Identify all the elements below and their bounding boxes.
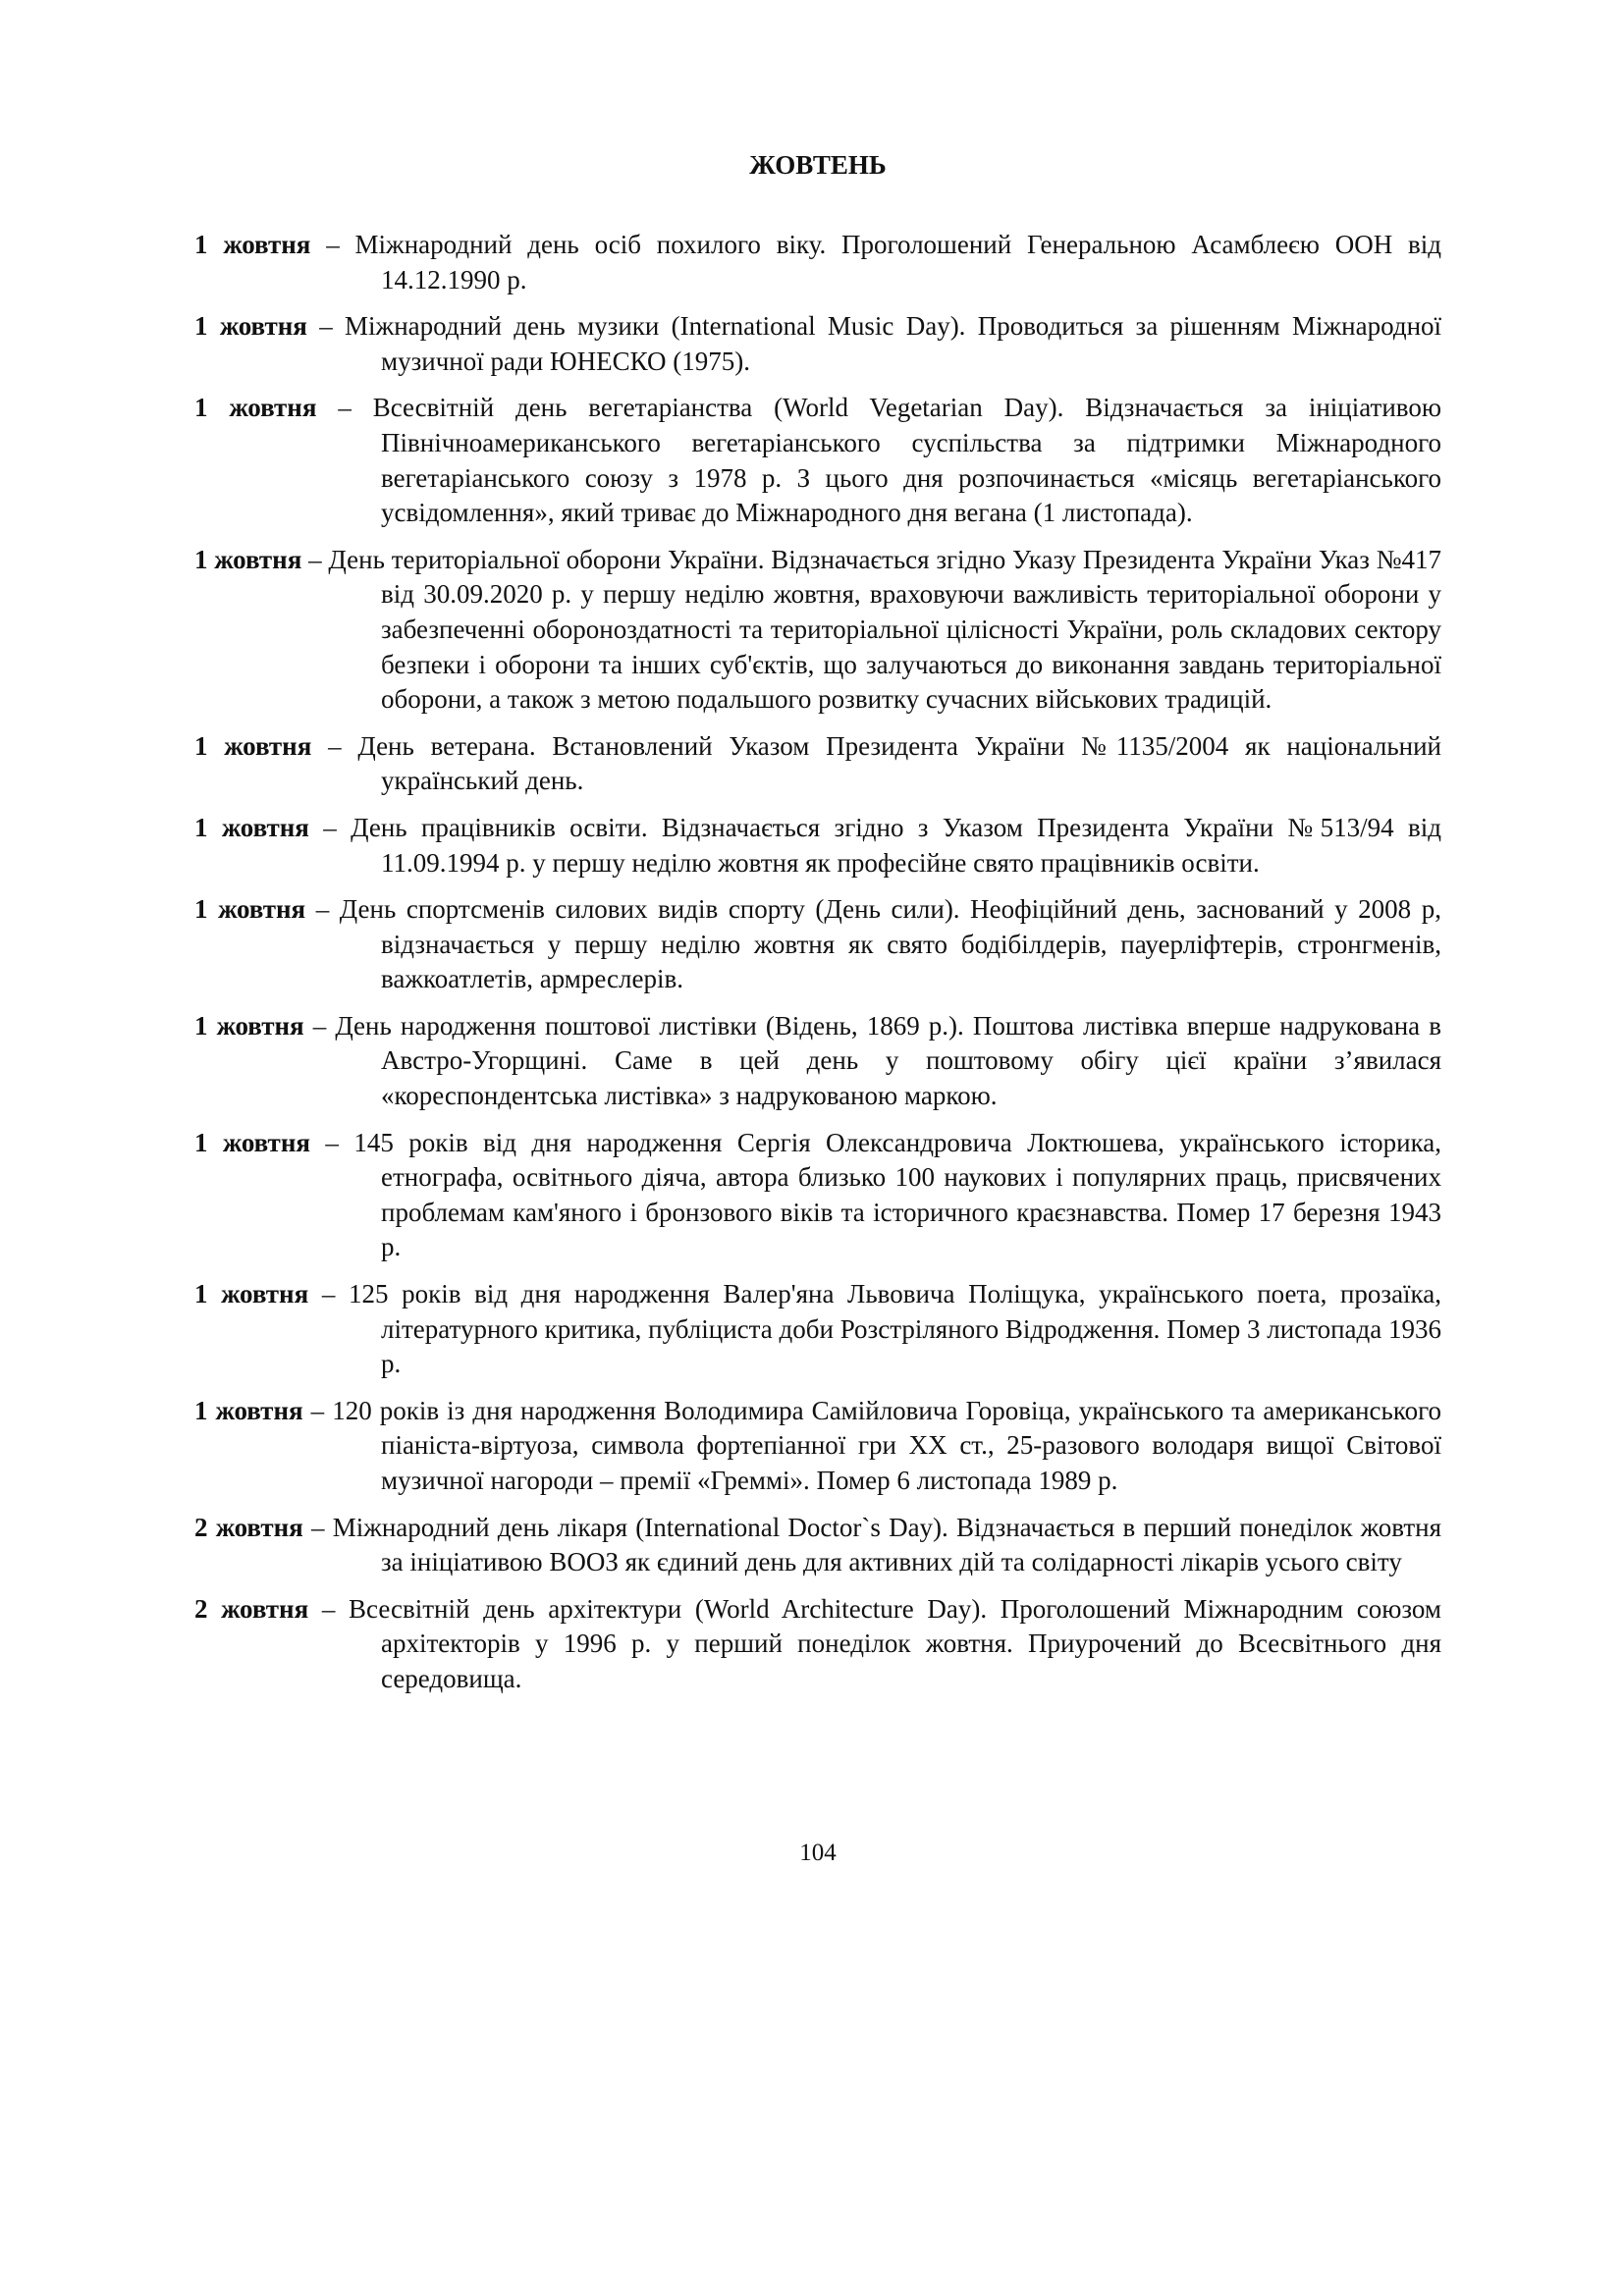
page-title: ЖОВТЕНЬ (749, 150, 887, 180)
calendar-entry (194, 1277, 1441, 1382)
entry-separator: – (312, 1010, 327, 1041)
entry-date: 1 жовтня (194, 1127, 310, 1157)
entry-date: 1 жовтня (194, 393, 317, 423)
entry-separator: – (338, 393, 352, 423)
entry-separator: – (315, 894, 330, 925)
calendar-entry (194, 1009, 1441, 1114)
calendar-entry (194, 1126, 1441, 1265)
calendar-entry (194, 729, 1441, 799)
entry-date: 1 жовтня (194, 812, 309, 842)
entry-date: 1 жовтня (194, 1279, 309, 1309)
calendar-entry (194, 1592, 1441, 1697)
entry-text: День територіальної оборони України. Відзначається згідно Указу Президента України Указ №417 від 30.09.2020 р. у першу неділю жовтня, враховуючи важливість територіальної оборони у забезпеченні обороноздатності та територіальної цілісності України, роль складових сектору безпеки і оборони та інших суб'єктів, що залучаються до виконання завдань територіальної оборони, а також з метою подальшого розвитку сучасних військових традицій. (328, 544, 1442, 715)
calendar-entry (194, 228, 1441, 297)
entry-separator: – (326, 230, 340, 259)
calendar-entry (194, 543, 1441, 718)
entry-text: 120 років із дня народження Володимира Самійловича Горовіца, українського та американського піаніста-віртуоза, символа фортепіанної гри XX ст., 25-разового володаря вищої Світової музичної нагороди – премії «Греммі». Помер 6 листопада 1989 р. (332, 1395, 1441, 1495)
calendar-entry (194, 811, 1441, 881)
entry-date: 2 жовтня (194, 1593, 309, 1624)
entry-date: 1 жовтня (194, 894, 306, 925)
calendar-entries (194, 228, 1441, 1709)
entry-text: Міжнародний день лікаря (International Doctor`s Day). Відзначається в перший понеділок жовтня за ініціативою ВООЗ як єдиний день для активних дій та солідарності лікарів усього світу (332, 1512, 1442, 1577)
entry-separator: – (319, 311, 333, 342)
entry-date: 1 жовтня (194, 1395, 303, 1425)
entry-text: 145 років від дня народження Сергія Олександровича Локтюшева, українського історика, етнографа, освітнього діяча, автора близько 100 наукових і популярних праць, присвячених проблемам кам'яного і бронзового віків та історичного краєзнавства. Помер 17 березня 1943 р. (353, 1127, 1442, 1262)
entry-text: День народження поштової листівки (Відень, 1869 р.). Поштова листівка вперше надрукована в Австро-Угорщині. Саме в цей день у поштовому обігу цієї країни з’явилася «кореспондентська листівка» з надрукованою маркою. (335, 1010, 1441, 1111)
entry-separator: – (323, 812, 337, 842)
entry-text: День працівників освіти. Відзначається згідно з Указом Президента України №513/94 від 11.09.1994 р. у першу неділю жовтня як професійне свято працівників освіти. (351, 812, 1441, 878)
entry-separator: – (310, 1395, 325, 1425)
entry-text: Всесвітній день архітектури (World Architecture Day). Проголошений Міжнародним союзом архітекторів у 1996 р. у перший понеділок жовтня. Приурочений до Всесвітнього дня середовища. (349, 1593, 1441, 1693)
calendar-entry (194, 892, 1441, 997)
entry-text: День ветерана. Встановлений Указом Президента України №1135/2004 як національний український день. (357, 730, 1442, 796)
entry-text: Міжнародний день музики (International Music Day). Проводиться за рішенням Міжнародної музичної ради ЮНЕСКО (1975). (345, 311, 1442, 376)
entry-date: 1 жовтня (194, 544, 302, 574)
entry-separator: – (321, 1279, 336, 1309)
entry-date: 2 жовтня (194, 1512, 303, 1542)
entry-date: 1 жовтня (194, 311, 307, 342)
calendar-entry (194, 1394, 1441, 1499)
entry-date: 1 жовтня (194, 730, 312, 761)
entry-text: Всесвітній день вегетаріанства (World Vegetarian Day). Відзначається за ініціативою Північноамериканського вегетаріанського суспільства за підтримки Міжнародного вегетаріанського союзу з 1978 р. З цього дня розпочинається «місяць вегетаріанського усвідомлення», який триває до Міжнародного дня вегана (1 листопада). (372, 393, 1442, 528)
calendar-entry (194, 1511, 1441, 1580)
entry-separator: – (308, 544, 322, 574)
entry-date: 1 жовтня (194, 230, 311, 259)
page-number: 104 (799, 1840, 837, 1866)
entry-separator: – (328, 730, 342, 761)
calendar-entry (194, 309, 1441, 379)
entry-date: 1 жовтня (194, 1010, 304, 1041)
entry-separator: – (325, 1127, 339, 1157)
entry-text: 125 років від дня народження Валер'яна Львовича Поліщука, українського поета, прозаїка, літературного критика, публіциста доби Розстріляного Відродження. Помер 3 листопада 1936 р. (348, 1279, 1442, 1379)
entry-text: Міжнародний день осіб похилого віку. Проголошений Генеральною Асамблеєю ООН від 14.12.1990 р. (354, 230, 1442, 294)
entry-separator: – (310, 1512, 325, 1542)
entry-separator: – (321, 1593, 336, 1624)
entry-text: День спортсменів силових видів спорту (День сили). Неофіційний день, заснований у 2008 р, відзначається у першу неділю жовтня як свято бодібілдерів, пауерліфтерів, стронгменів, важкоатлетів, армреслерів. (339, 894, 1441, 994)
calendar-entry (194, 391, 1441, 530)
